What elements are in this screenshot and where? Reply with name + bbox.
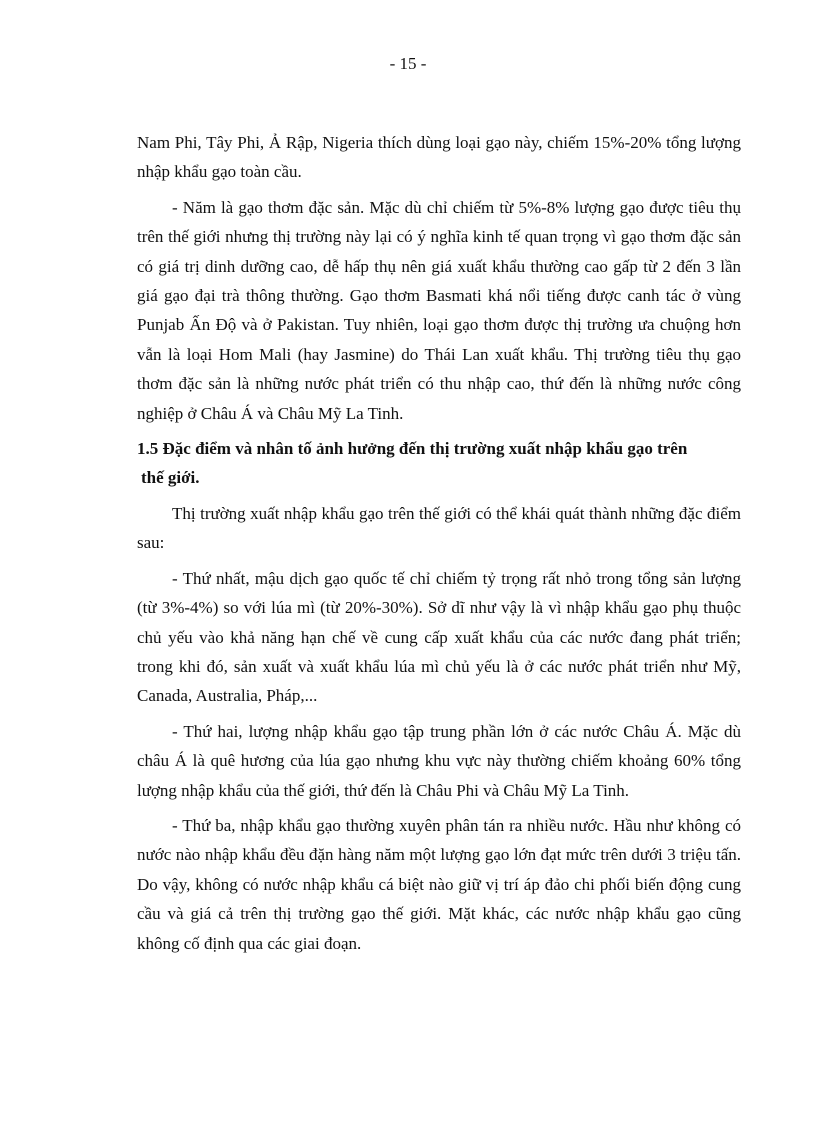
section-heading [137, 434, 741, 493]
paragraph-6: - Thứ ba, nhập khẩu gạo thường xuyên phân tán ra nhiều nước. Hầu như không có nước nào nhập khẩu đều đặn hàng năm một lượng gạo lớn đạt mức trên dưới 3 triệu tấn. Do vậy, không có nước nhập khẩu cá biệt nào giữ vị trí áp đảo chi phối biến động cung cầu và giá cả trên thị trường gạo thế giới. Mặt khác, các nước nhập khẩu gạo cũng không cố định qua các giai đoạn. [137, 815, 741, 953]
section-heading-line-1: 1.5 Đặc điểm và nhân tố ảnh hưởng đến thị trường xuất nhập khẩu gạo trên [137, 439, 688, 459]
section-heading-line-2: thế giới. [141, 468, 200, 488]
paragraph-1: Nam Phi, Tây Phi, Ả Rập, Nigeria thích dùng loại gạo này, chiếm 15%-20% tổng lượng nhập khẩu gạo toàn cầu. [137, 133, 741, 182]
paragraph-4: - Thứ nhất, mậu dịch gạo quốc tế chỉ chiếm tỷ trọng rất nhỏ trong tổng sản lượng (từ 3%-4%) so với lúa mì (từ 20%-30%). Sở dĩ như vậy là vì nhập khẩu gạo phụ thuộc chủ yếu vào khả năng hạn chế về cung cấp xuất khẩu của các nước đang phát triển; trong khi đó, sản xuất và xuất khẩu lúa mì chủ yếu là ở các nước phát triển như Mỹ, Canada, Australia, Pháp,... [137, 568, 741, 706]
paragraph-5: - Thứ hai, lượng nhập khẩu gạo tập trung phần lớn ở các nước Châu Á. Mặc dù châu Á là quê hương của lúa gạo nhưng khu vực này thường chiếm khoảng 60% tổng lượng nhập khẩu của thế giới, thứ đến là Châu Phi và Châu Mỹ La Tinh. [137, 721, 741, 800]
page-number: - 15 - [389, 54, 427, 73]
paragraph-3: Thị trường xuất nhập khẩu gạo trên thế giới có thể khái quát thành những đặc điểm sau: [137, 503, 741, 553]
document-body [137, 128, 741, 964]
paragraph-2: - Năm là gạo thơm đặc sản. Mặc dù chỉ chiếm từ 5%-8% lượng gạo được tiêu thụ trên thế giới nhưng thị trường này lại có ý nghĩa kinh tế quan trọng vì gạo thơm đặc sản có giá trị dinh dưỡng cao, dễ hấp thụ nên giá xuất khẩu thường cao gấp từ 2 đến 3 lần giá gạo đại trà thông thường. Gạo thơm Basmati khá nổi tiếng được canh tác ở vùng Punjab Ấn Độ và ở Pakistan. Tuy nhiên, loại gạo thơm được thị trường ưa chuộng hơn vẫn là loại Hom Mali (hay Jasmine) do Thái Lan xuất khẩu. Thị trường tiêu thụ gạo thơm đặc sản là những nước phát triển có thu nhập cao, thứ đến là những nước công nghiệp ở Châu Á và Châu Mỹ La Tinh. [137, 197, 741, 423]
